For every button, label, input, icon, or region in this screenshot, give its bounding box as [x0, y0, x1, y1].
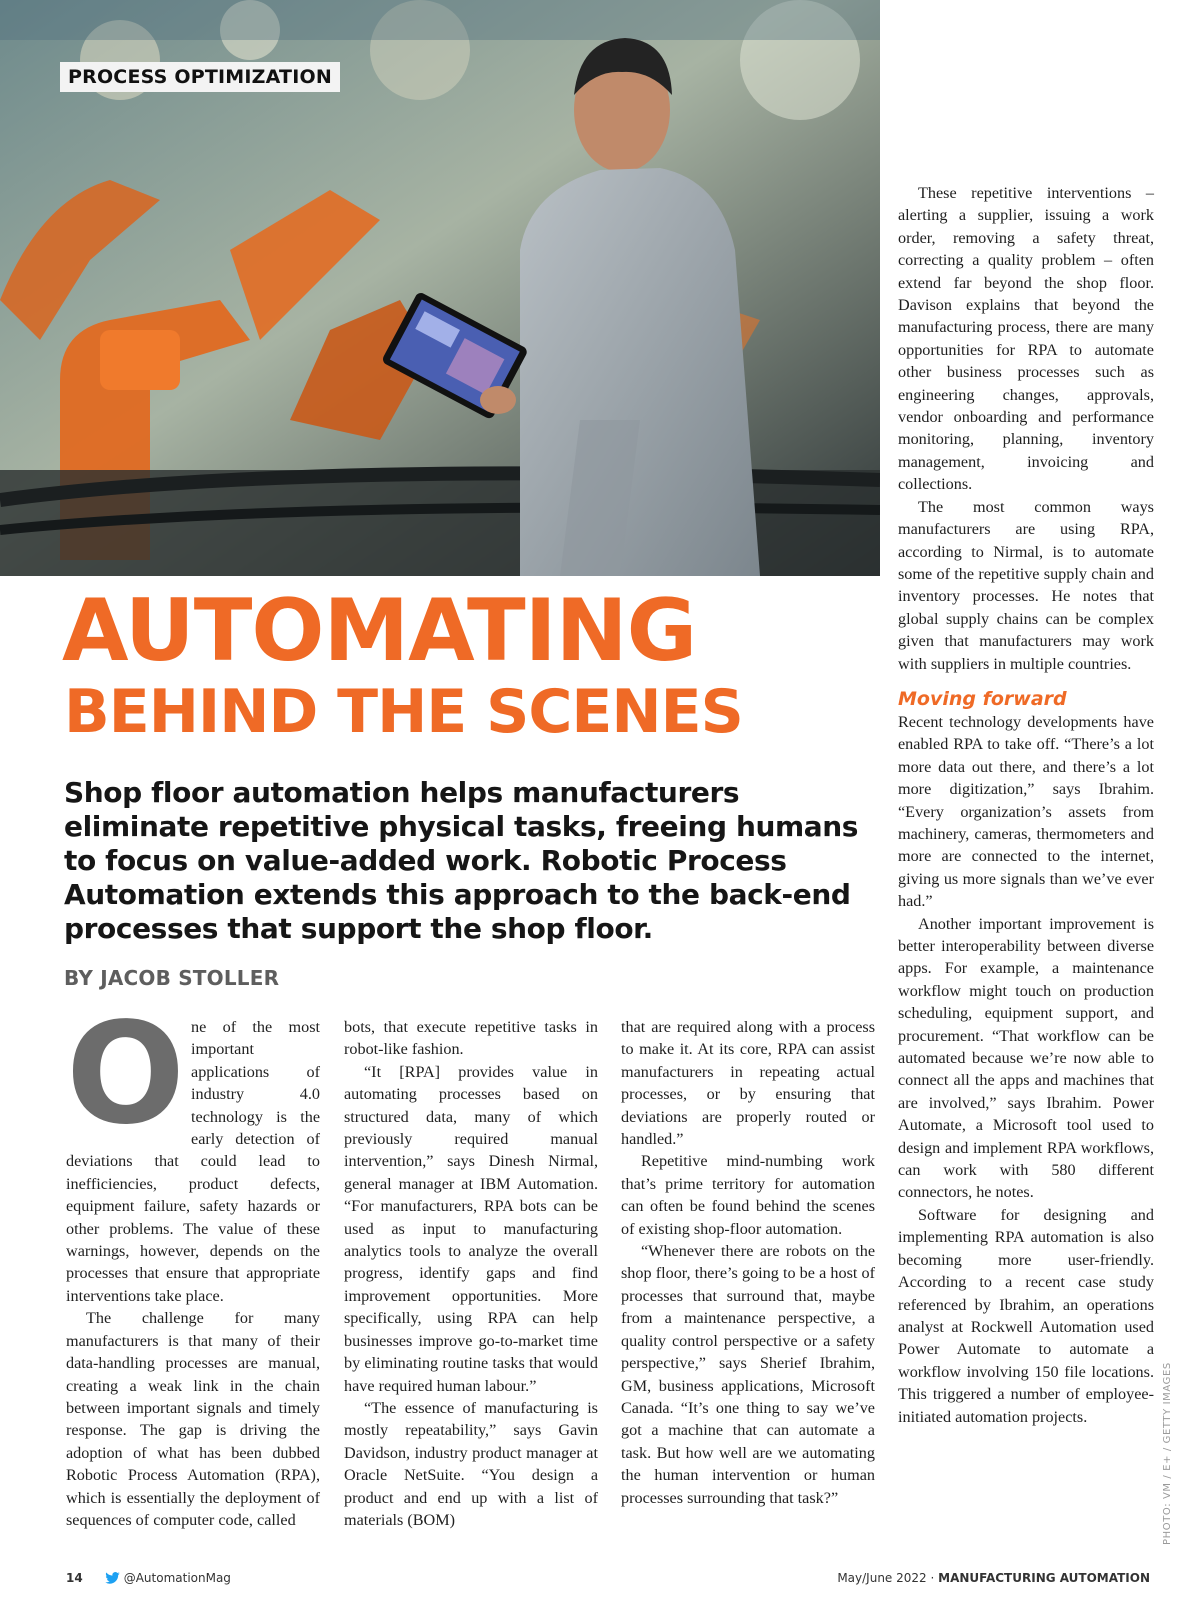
paragraph: ne of the most important applications of industry 4.0 technology is the early detection of deviations that could lead to inefficiencies, product defects, equipment failure, safety hazards or other problems. The value of these warnings, however, depends on the processes that ensure that appropriate interventions take place. [66, 1018, 320, 1305]
byline: BY JACOB STOLLER [64, 966, 280, 990]
twitter-bird-icon [105, 1572, 120, 1584]
paragraph: Recent technology developments have enabled RPA to take off. “There’s a lot more data out there, and there’s a lot more digitization,” says Ibrahim. “Every organization’s assets from machinery, cameras, thermometers and more are connected to the internet, giving us more signals than we’ve ever had.” [898, 712, 1154, 911]
magazine-name: MANUFACTURING AUTOMATION [938, 1571, 1150, 1585]
body-column-2 [344, 1016, 598, 1531]
page-number: 14 [66, 1571, 83, 1585]
footer-right [837, 1571, 1150, 1585]
twitter-handle: @AutomationMag [123, 1571, 231, 1585]
paragraph: The most common ways manufacturers are using RPA, according to Nirmal, is to automate some of the repetitive supply chain and inventory processes. He notes that global supply chains can be complex given that manufacturers may work with suppliers in multiple countries. [898, 497, 1154, 673]
dropcap: O [66, 993, 186, 1156]
body-column-3 [621, 1016, 875, 1509]
twitter-handle-link[interactable] [105, 1571, 231, 1585]
paragraph: These repetitive interventions – alerting a supplier, issuing a work order, removing a safety threat, correcting a quality problem – often extend far beyond the shop floor. Davison explains that beyond the manufacturing process, there are many opportunities for RPA to automate other business processes such as engineering changes, approvals, vendor onboarding and performance monitoring, planning, inventory management, invoicing and collections. [898, 184, 1154, 494]
paragraph: “Whenever there are robots on the shop floor, there’s going to be a host of processes that surround that, maybe from a maintenance perspective, a quality control perspective or a safety perspective,” says Sherief Ibrahim, GM, business applications, Microsoft Canada. “It’s one thing to say we’ve got a machine that can automate a task. But how well are we automating the human intervention or human processes surrounding that task?” [621, 1242, 875, 1507]
paragraph: bots, that execute repetitive tasks in robot-like fashion. [344, 1018, 598, 1059]
photo-credit: PHOTO: VM / E+ / GETTY IMAGES [1162, 1362, 1173, 1545]
body-column-4 [898, 182, 1154, 1428]
paragraph: that are required along with a process to make it. At its core, RPA can assist manufacturers in repeating actual processes, or by ensuring that deviations are properly routed or handled.” [621, 1018, 875, 1149]
paragraph: “It [RPA] provides value in automating processes based on structured data, many of which previously required manual intervention,” says Dinesh Nirmal, general manager at IBM Automation. “For manufacturers, RPA bots can be used as input to manufacturing analytics tools to analyze the overall progress, identify gaps and find improvement opportunities. More specifically, using RPA can help businesses improve go-to-market time by eliminating routine tasks that would have required human labour.” [344, 1062, 598, 1395]
section-tag: PROCESS OPTIMIZATION [60, 62, 340, 92]
paragraph: Repetitive mind-numbing work that’s prime territory for automation can often be found behind the scenes of existing shop-floor automation. [621, 1152, 875, 1238]
issue-date: May/June 2022 · [837, 1571, 935, 1585]
dek: Shop floor automation helps manufacturers eliminate repetitive physical tasks, freeing humans to focus on value-added work. Robotic Process Automation extends this approach to the back-end processes that support the shop floor. [64, 776, 859, 945]
paragraph: Another important improvement is better interoperability between diverse apps. For example, a maintenance workflow might touch on production scheduling, equipment support, and procurement. “That workflow can be automated because we’re now able to connect all the apps and machines that are involved,” says Ibrahim. Power Automate, a Microsoft tool used to design and implement RPA workflows, can work with 580 different connectors, he notes. [898, 914, 1154, 1202]
section-heading: Moving forward [898, 687, 1067, 710]
paragraph: “The essence of manufacturing is mostly repeatability,” says Gavin Davidson, industry product manager at Oracle NetSuite. “You design a product and end up with a list of materials (BOM) [344, 1398, 598, 1529]
headline: AUTOMATING [62, 581, 697, 681]
body-column-1 [66, 993, 320, 1531]
footer-left [66, 1571, 231, 1585]
paragraph: The challenge for many manufacturers is that many of their data-handling processes are manual, creating a weak link in the chain between important signals and timely response. The gap is driving the adoption of what has been dubbed Robotic Process Automation (RPA), which is essentially the deployment of sequences of computer code, called [66, 1309, 320, 1529]
paragraph: Software for designing and implementing RPA automation is also becoming more user-friendly. According to a recent case study referenced by Ibrahim, an operations analyst at Rockwell Automation used Power Automate to automate a workflow involving 150 file locations. This triggered a number of employee-initiated automation projects. [898, 1205, 1154, 1426]
subheadline: BEHIND THE SCENES [64, 677, 743, 747]
